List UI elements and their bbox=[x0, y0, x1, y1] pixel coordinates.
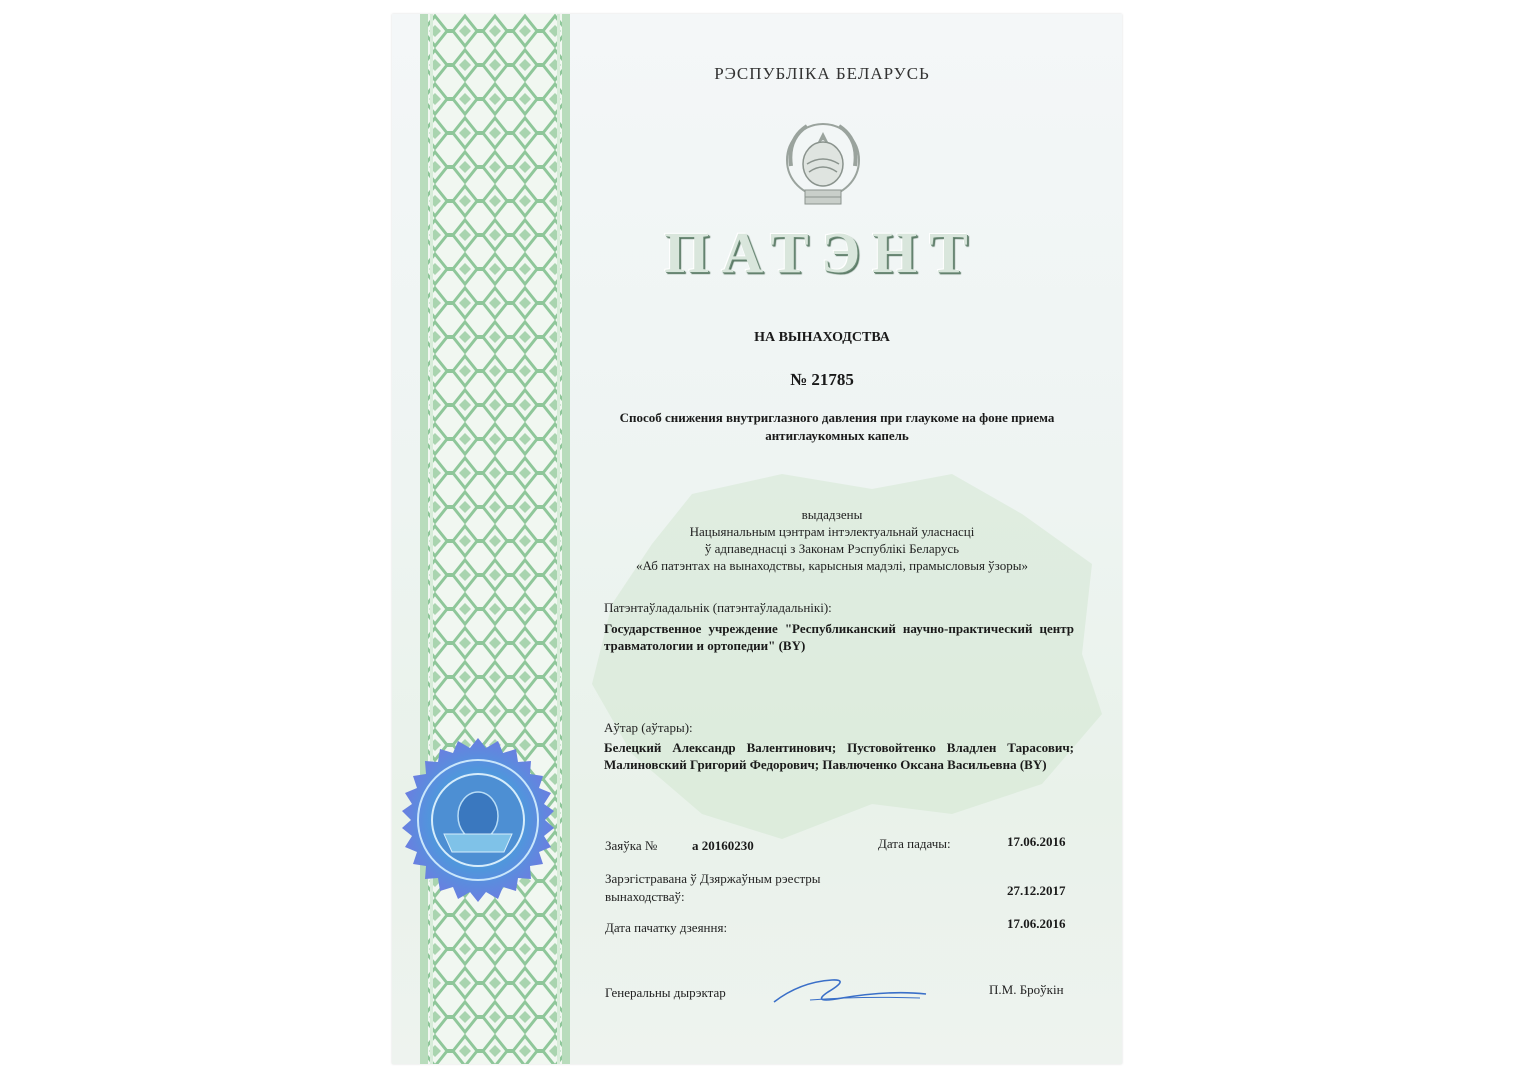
filing-date-label: Дата падачы: bbox=[878, 836, 951, 851]
issued-line: Нацыянальным цэнтрам інтэлектуальнай уласнасці bbox=[689, 524, 975, 539]
republic-title: РЭСПУБЛІКА БЕЛАРУСЬ bbox=[714, 64, 930, 83]
hologram-seal-icon bbox=[392, 736, 564, 908]
invention-title: Способ снижения внутриглазного давления при глаукоме на фоне приема антиглаукомных капель bbox=[619, 410, 1055, 443]
authors-list: Белецкий Александр Валентинович; Пустовойтенко Владлен Тарасович; Малиновский Григорий Федорович; Павлюченко Оксана Васильевна (BY) bbox=[604, 740, 1074, 772]
registered-label bbox=[605, 870, 821, 906]
registered-date: 27.12.2017 bbox=[1007, 883, 1066, 898]
issued-line: «Аб патэнтах на вынаходствы, карысныя мадэлі, прамысловыя ўзоры» bbox=[636, 558, 1028, 573]
registered-label-line: вынаходстваў: bbox=[605, 889, 685, 904]
filing-date: 17.06.2016 bbox=[1007, 834, 1066, 849]
issued-line: выдадзены bbox=[801, 507, 863, 522]
director-label: Генеральны дырэктар bbox=[605, 985, 726, 1000]
start-date: 17.06.2016 bbox=[1007, 916, 1066, 931]
issued-by-block bbox=[582, 506, 1082, 574]
authors-label: Аўтар (аўтары): bbox=[604, 720, 693, 735]
patent-title: ПАТЭНТ bbox=[664, 220, 980, 285]
application-number: а 20160230 bbox=[692, 838, 754, 853]
patent-number: № 21785 bbox=[790, 370, 854, 389]
holder-label: Патэнтаўладальнік (патэнтаўладальнікі): bbox=[604, 600, 832, 615]
registered-label-line: Зарэгістравана ў Дзяржаўным рэестры bbox=[605, 871, 821, 886]
application-label: Заяўка № bbox=[605, 838, 658, 853]
document-heading: НА ВЫНАХОДСТВА bbox=[754, 330, 890, 345]
issued-line: ў адпаведнасці з Законам Рэспублікі Беларусь bbox=[704, 541, 960, 556]
director-name: П.М. Броўкін bbox=[989, 982, 1064, 997]
patent-holder: Государственное учреждение "Республиканский научно-практический центр травматологии и ортопедии" (BY) bbox=[604, 621, 1074, 653]
state-emblem-icon bbox=[777, 114, 869, 214]
patent-certificate bbox=[392, 14, 1122, 1064]
director-signature bbox=[770, 972, 930, 1012]
start-date-label: Дата пачатку дзеяння: bbox=[605, 920, 728, 935]
